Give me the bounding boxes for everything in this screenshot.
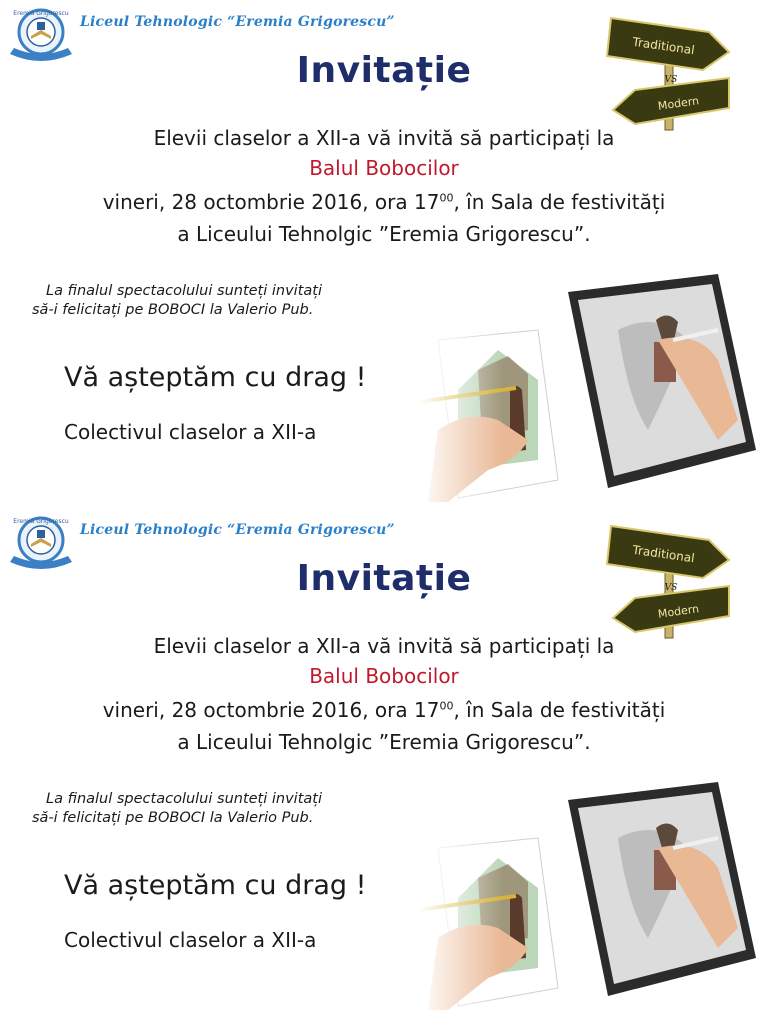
after-party-note <box>32 790 452 828</box>
invitation-title: Invitație <box>296 558 472 599</box>
school-name: Liceul Tehnologic “Eremia Grigorescu” <box>80 522 395 538</box>
note-line-1: La finalul spectacolului sunteți invitați <box>46 283 322 299</box>
event-date-text: vineri, 28 octombrie 2016, ora 17 <box>102 698 440 722</box>
event-venue-text: , în Sala de festivități <box>453 698 666 722</box>
event-time-minutes: 00 <box>439 699 454 713</box>
event-school-line: a Liceului Tehnolgic ”Eremia Grigorescu”. <box>177 222 591 246</box>
invitation-title: Invitație <box>296 50 472 91</box>
drawing-hands-illustration <box>418 270 758 508</box>
signature: Colectivul claselor a XII-a <box>64 420 317 444</box>
logo-text: Eremia Grigorescu <box>13 10 69 17</box>
welcome-message: Vă așteptăm cu drag ! <box>64 362 367 393</box>
event-venue-text: , în Sala de festivități <box>453 190 666 214</box>
invitation-card <box>0 508 768 1016</box>
event-date-time <box>0 190 768 214</box>
note-line-1: La finalul spectacolului sunteți invitați <box>46 791 322 807</box>
welcome-message: Vă așteptăm cu drag ! <box>64 870 367 901</box>
sign-modern-text: Modern <box>657 602 700 621</box>
invitation-card <box>0 0 768 508</box>
sign-vs-text: VS <box>664 583 678 593</box>
sign-traditional-text: Traditional <box>631 34 696 58</box>
invite-line-students: Elevii claselor a XII-a vă invită să participați la <box>153 634 615 658</box>
event-school-line: a Liceului Tehnolgic ”Eremia Grigorescu”. <box>177 730 591 754</box>
signature: Colectivul claselor a XII-a <box>64 928 317 952</box>
logo-text: Eremia Grigorescu <box>13 518 69 525</box>
sign-traditional-text: Traditional <box>631 542 696 566</box>
drawing-hands-illustration <box>418 778 758 1016</box>
event-time-minutes: 00 <box>439 191 454 205</box>
school-name: Liceul Tehnologic “Eremia Grigorescu” <box>80 14 395 30</box>
note-line-2: să-i felicitați pe BOBOCI la Valerio Pub. <box>32 302 314 318</box>
after-party-note <box>32 282 452 320</box>
event-date-time <box>0 698 768 722</box>
event-name: Balul Bobocilor <box>309 156 459 180</box>
event-name: Balul Bobocilor <box>309 664 459 688</box>
sign-modern-text: Modern <box>657 94 700 113</box>
sign-vs-text: VS <box>664 75 678 85</box>
note-line-2: să-i felicitați pe BOBOCI la Valerio Pub. <box>32 810 314 826</box>
invite-line-students: Elevii claselor a XII-a vă invită să participați la <box>153 126 615 150</box>
event-date-text: vineri, 28 octombrie 2016, ora 17 <box>102 190 440 214</box>
